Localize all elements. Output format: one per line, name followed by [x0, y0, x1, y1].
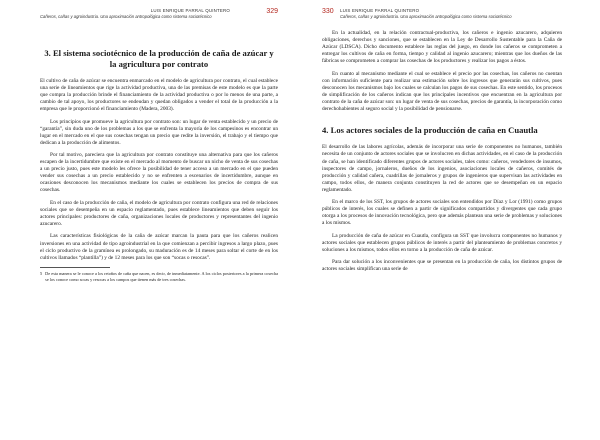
page-number: 330	[322, 8, 334, 15]
header-subtitle: Cañeros, cañas y agroindustria. Una aproximación antropológica como sistema sociotécnico	[40, 14, 212, 19]
paragraph: La producción de caña de azúcar en Cuautla, configura un SST que involucra componentes no humanos y actores sociales que establecen grupos públicos de interés a partir del planteamiento de problemas concretos y soluciones a los mismos, todos ellos en torno a la producción de caña de azúcar.	[322, 232, 562, 253]
paragraph: Los principios que promueve la agricultura por contrato son: un lugar de venta establecido y un precio de “garantía”, sin duda uno de los problemas a los que se enfrenta la mayoría de los campesinos es encontrar un lugar en el mercado en el que sus cosechas tengan un precio que redite la inversión, el trabajo y el tiempo que dedican a la producción de alimentos.	[40, 118, 278, 146]
paragraph: Por tal motivo, pareciera que la agricultura por contrato constituye una alternativa para que los cañeros escapen de la incertidumbre que existe en el mercado al momento de buscar un nicho de venta de sus cosechas a un precio justo, pues este modelo les ofrece la posibilidad de tener acceso a un mercado en el que pueden vender sus cosechas a un precio establecido y no se enfrenten a escenarios de incertidumbre, aunque en ocasiones desconocen los mecanismos mediante los cuales se establecen los precios de compra de sus cosechas.	[40, 152, 278, 194]
footnote	[40, 271, 278, 282]
page-number: 329	[266, 8, 278, 15]
paragraph: En el caso de la producción de caña, el modelo de agricultura por contrato configura una red de relaciones sociales que se desempeña en un espacio reglamentado, pues establece lineamientos que deben seguir los actores principales: productores de caña, organizaciones locales de productores y representantes del ingenio azucarero.	[40, 199, 278, 228]
paragraph: En cuanto al mecanismo mediante el cual se establece el precio por las cosechas, los cañeros no cuentan con información suficiente para realizar una estimación sobre los ingresos que generarán sus cultivos, pues desconocen los mecanismos bajo los cuales se calculan los pagos de sus cosechas. En este sentido, los procesos de simplificación de los cañeros indican que los principales incentivos que encuentran en la agricultura por contrato de la caña de azúcar son: un lugar de venta de sus cosechas, precios de garantía, la incorporación como derechohabientes al seguro social y la posibilidad de pensionarse.	[322, 70, 562, 112]
section-title: 3. El sistema sociotécnico de la producción de caña de azúcar y la agricultura por contrato	[44, 48, 274, 69]
header-author: LUIS ENRIQUE PARRAL QUINTERO	[340, 8, 420, 13]
footnote-text: De esta manera se le conoce a los retoños de caña que nacen, es decir, de inmediatamente. A los ciclos posteriores a la primera cosecha se los conoce como socas y resocas a los campos que tienen más de tres cosechas.	[45, 271, 278, 282]
right-page-header	[322, 0, 562, 30]
header-author: LUIS ENRIQUE PARRAL QUINTERO	[150, 8, 230, 13]
footnote-divider	[40, 267, 110, 268]
paragraph: El cultivo de caña de azúcar se encuentra enmarcado en el modelo de agricultura por contrato, el cual establece una serie de lineamientos que rige la actividad productiva, una de las premisas de este modelo es que la parte que compra la producción brinde el financiamiento de la actividad productiva o por lo menos de una parte, a cambio de tal apoyo, los productores se endeudan y quedan obligados a vender el total de la producción a la empresa que le proporcionó el financiamiento (Madera, 2003).	[40, 78, 278, 113]
left-page-header	[40, 0, 278, 30]
paragraph: En la actualidad, en la relación contractual-productiva, los cañeros e ingenio azucarero, adquieren obligaciones, derechos y sanciones, que se establecen en la Ley de Desarrollo Sustentable para la Caña de Azúcar (LDSCA). Dicho documento establece las reglas del juego, en donde los cañeros se comprometen a entregar los cultivos de caña en forma, tiempo y calidad al ingenio azucarero; mientras que los dueños de las fábricas se comprometen a comprar las cosechas de los productores y realizar los pagos a éstos.	[322, 30, 562, 65]
section-title: 4. Los actores sociales de la producción de caña en Cuautla	[322, 124, 538, 135]
header-subtitle: Cañeros, cañas y agroindustria. Una aproximación antropológica como sistema sociotécnico	[340, 14, 512, 19]
paragraph: Para dar solución a los inconvenientes que se presentan en la producción de caña, los distintos grupos de actores sociales simplifican una serie de	[322, 259, 562, 273]
paragraph: El desarrollo de las labores agrícolas, además de incorporar una serie de componentes no humanos, también necesita de un conjunto de actores sociales que se involucren en dichas actividades, en el caso de la producción de caña, se han identificado diferentes grupos de actores sociales, tales como: cañeros, vendedores de insumos, inspectores de campo, jornaleros, dueños de los ingenios, asociaciones locales de cañeros, comités de producción y calidad cañera, cuadrillas de jornaleros y grupos de ingenieros que supervisan las actividades en campo, todos ellos, de manera conjunta constituyen la red de actores que se desempeñan en un espacio reglamentado.	[322, 144, 562, 193]
paragraph: Las características fisiológicas de la caña de azúcar marcan la pauta para que los cañeros realicen inversiones en una actividad de tipo agroindustrial en la que comienzan a percibir ingresos a largo plazo, pues el ciclo productivo de la gramínea es prolongado, su maduración es de 14 meses para soltar el corte de en los cultivos llamados “plantilla”) y de 12 meses para los que son “socas o resocas”.	[40, 233, 278, 261]
footnote-number: 5	[40, 271, 43, 277]
paragraph: En el marco de los SST, los grupos de actores sociales son entendidos por Díaz y Lor (1991) como grupos públicos de interés, los cuales se definen a partir de significados compartidos y divergentes que cada grupo otorga a los procesos de innovación tecnológica, pero que además plantean una serie de problemas y soluciones a los mismos.	[322, 199, 562, 227]
right-page	[300, 0, 600, 440]
